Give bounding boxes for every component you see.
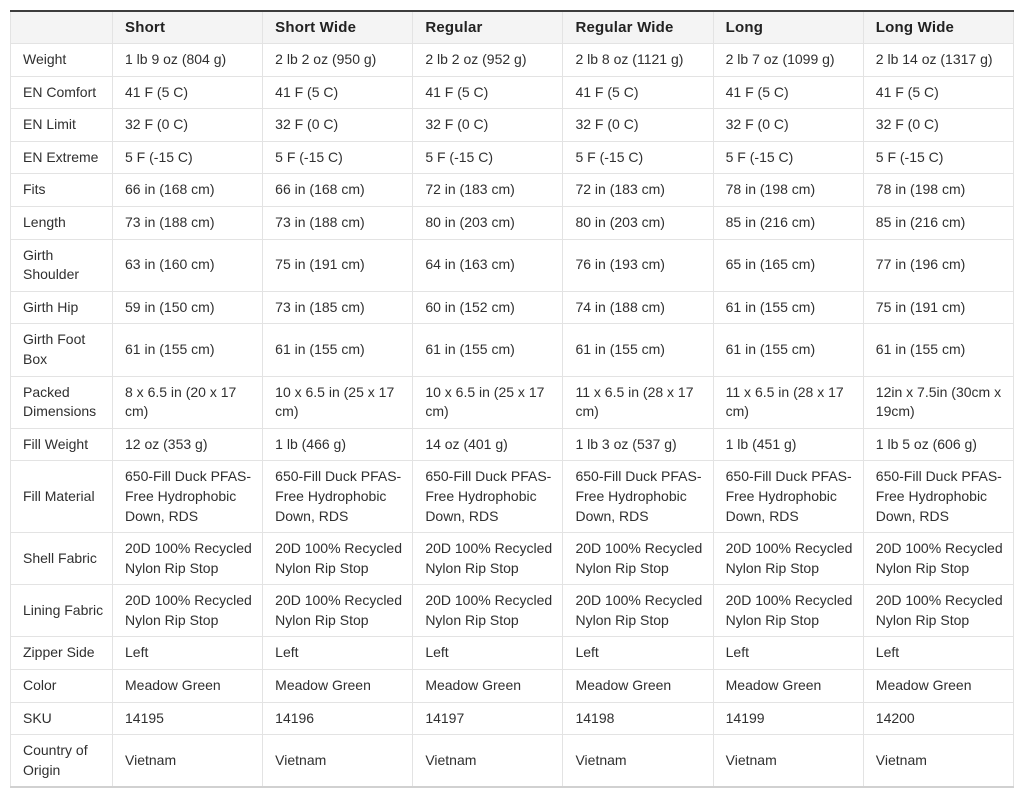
table-row-zipper-side [11,637,1014,670]
cell-en-extreme-short-wide: 5 F (-15 C) [263,141,413,174]
cell-en-limit-regular-wide: 32 F (0 C) [563,109,713,142]
table-row-en-extreme [11,141,1014,174]
cell-country-of-origin-regular-wide: Vietnam [563,735,713,788]
row-label-en-comfort: EN Comfort [11,76,113,109]
cell-fits-long-wide: 78 in (198 cm) [863,174,1013,207]
cell-girth-foot-box-short: 61 in (155 cm) [113,324,263,376]
table-row-shell-fabric [11,533,1014,585]
cell-fill-weight-regular-wide: 1 lb 3 oz (537 g) [563,428,713,461]
cell-packed-dimensions-short-wide: 10 x 6.5 in (25 x 17 cm) [263,376,413,428]
cell-lining-fabric-long-wide: 20D 100% Recycled Nylon Rip Stop [863,585,1013,637]
cell-fits-short-wide: 66 in (168 cm) [263,174,413,207]
cell-packed-dimensions-short: 8 x 6.5 in (20 x 17 cm) [113,376,263,428]
cell-fill-weight-regular: 14 oz (401 g) [413,428,563,461]
cell-en-limit-long: 32 F (0 C) [713,109,863,142]
cell-length-regular: 80 in (203 cm) [413,206,563,239]
table-row-length [11,206,1014,239]
cell-fits-regular: 72 in (183 cm) [413,174,563,207]
cell-country-of-origin-long: Vietnam [713,735,863,788]
cell-country-of-origin-regular: Vietnam [413,735,563,788]
cell-girth-shoulder-long-wide: 77 in (196 cm) [863,239,1013,291]
table-row-country-of-origin [11,735,1014,788]
cell-girth-foot-box-long: 61 in (155 cm) [713,324,863,376]
cell-shell-fabric-short-wide: 20D 100% Recycled Nylon Rip Stop [263,533,413,585]
cell-en-comfort-short: 41 F (5 C) [113,76,263,109]
cell-sku-regular: 14197 [413,702,563,735]
row-label-girth-foot-box: Girth Foot Box [11,324,113,376]
cell-country-of-origin-long-wide: Vietnam [863,735,1013,788]
cell-sku-short-wide: 14196 [263,702,413,735]
column-header-regular: Regular [413,11,563,44]
spec-table-header-row [11,11,1014,44]
column-header-short: Short [113,11,263,44]
cell-color-regular-wide: Meadow Green [563,670,713,703]
cell-fill-material-long: 650-Fill Duck PFAS-Free Hydrophobic Down, RDS [713,461,863,533]
cell-fill-weight-short: 12 oz (353 g) [113,428,263,461]
cell-weight-short: 1 lb 9 oz (804 g) [113,44,263,77]
cell-girth-foot-box-regular: 61 in (155 cm) [413,324,563,376]
cell-color-short-wide: Meadow Green [263,670,413,703]
cell-en-extreme-long: 5 F (-15 C) [713,141,863,174]
cell-shell-fabric-regular-wide: 20D 100% Recycled Nylon Rip Stop [563,533,713,585]
cell-girth-shoulder-regular-wide: 76 in (193 cm) [563,239,713,291]
column-header-long: Long [713,11,863,44]
cell-en-extreme-regular-wide: 5 F (-15 C) [563,141,713,174]
cell-shell-fabric-long-wide: 20D 100% Recycled Nylon Rip Stop [863,533,1013,585]
row-label-en-limit: EN Limit [11,109,113,142]
cell-girth-hip-regular-wide: 74 in (188 cm) [563,291,713,324]
cell-sku-long-wide: 14200 [863,702,1013,735]
cell-shell-fabric-regular: 20D 100% Recycled Nylon Rip Stop [413,533,563,585]
table-row-girth-foot-box [11,324,1014,376]
cell-color-regular: Meadow Green [413,670,563,703]
cell-length-long: 85 in (216 cm) [713,206,863,239]
table-row-lining-fabric [11,585,1014,637]
cell-shell-fabric-short: 20D 100% Recycled Nylon Rip Stop [113,533,263,585]
cell-girth-hip-long: 61 in (155 cm) [713,291,863,324]
cell-color-long-wide: Meadow Green [863,670,1013,703]
cell-length-regular-wide: 80 in (203 cm) [563,206,713,239]
row-label-girth-hip: Girth Hip [11,291,113,324]
table-row-fill-material [11,461,1014,533]
cell-en-extreme-short: 5 F (-15 C) [113,141,263,174]
cell-sku-long: 14199 [713,702,863,735]
cell-fill-material-short: 650-Fill Duck PFAS-Free Hydrophobic Down, RDS [113,461,263,533]
cell-length-long-wide: 85 in (216 cm) [863,206,1013,239]
cell-zipper-side-long-wide: Left [863,637,1013,670]
row-label-fill-weight: Fill Weight [11,428,113,461]
cell-sku-short: 14195 [113,702,263,735]
cell-packed-dimensions-regular-wide: 11 x 6.5 in (28 x 17 cm) [563,376,713,428]
row-label-country-of-origin: Country of Origin [11,735,113,788]
cell-length-short-wide: 73 in (188 cm) [263,206,413,239]
table-row-fill-weight [11,428,1014,461]
cell-girth-hip-short: 59 in (150 cm) [113,291,263,324]
row-label-zipper-side: Zipper Side [11,637,113,670]
cell-en-extreme-regular: 5 F (-15 C) [413,141,563,174]
spec-table-body [11,44,1014,788]
column-header-short-wide: Short Wide [263,11,413,44]
cell-girth-foot-box-regular-wide: 61 in (155 cm) [563,324,713,376]
cell-en-comfort-regular-wide: 41 F (5 C) [563,76,713,109]
cell-fill-weight-long-wide: 1 lb 5 oz (606 g) [863,428,1013,461]
cell-sku-regular-wide: 14198 [563,702,713,735]
cell-country-of-origin-short: Vietnam [113,735,263,788]
cell-zipper-side-long: Left [713,637,863,670]
table-row-sku [11,702,1014,735]
cell-weight-long: 2 lb 7 oz (1099 g) [713,44,863,77]
row-label-lining-fabric: Lining Fabric [11,585,113,637]
cell-girth-foot-box-long-wide: 61 in (155 cm) [863,324,1013,376]
cell-packed-dimensions-long: 11 x 6.5 in (28 x 17 cm) [713,376,863,428]
table-row-color [11,670,1014,703]
row-label-length: Length [11,206,113,239]
table-row-en-limit [11,109,1014,142]
cell-zipper-side-short: Left [113,637,263,670]
cell-lining-fabric-regular-wide: 20D 100% Recycled Nylon Rip Stop [563,585,713,637]
table-row-fits [11,174,1014,207]
cell-zipper-side-short-wide: Left [263,637,413,670]
table-row-weight [11,44,1014,77]
table-row-packed-dimensions [11,376,1014,428]
cell-en-limit-long-wide: 32 F (0 C) [863,109,1013,142]
row-label-packed-dimensions: Packed Dimensions [11,376,113,428]
cell-country-of-origin-short-wide: Vietnam [263,735,413,788]
cell-zipper-side-regular-wide: Left [563,637,713,670]
table-row-girth-hip [11,291,1014,324]
cell-fill-weight-long: 1 lb (451 g) [713,428,863,461]
cell-fill-material-long-wide: 650-Fill Duck PFAS-Free Hydrophobic Down, RDS [863,461,1013,533]
cell-fill-weight-short-wide: 1 lb (466 g) [263,428,413,461]
row-label-en-extreme: EN Extreme [11,141,113,174]
cell-packed-dimensions-long-wide: 12in x 7.5in (30cm x 19cm) [863,376,1013,428]
row-label-fits: Fits [11,174,113,207]
column-header-long-wide: Long Wide [863,11,1013,44]
cell-shell-fabric-long: 20D 100% Recycled Nylon Rip Stop [713,533,863,585]
cell-lining-fabric-short-wide: 20D 100% Recycled Nylon Rip Stop [263,585,413,637]
cell-fill-material-short-wide: 650-Fill Duck PFAS-Free Hydrophobic Down, RDS [263,461,413,533]
cell-lining-fabric-short: 20D 100% Recycled Nylon Rip Stop [113,585,263,637]
spec-table-header [11,11,1014,44]
row-label-shell-fabric: Shell Fabric [11,533,113,585]
cell-weight-regular: 2 lb 2 oz (952 g) [413,44,563,77]
row-label-sku: SKU [11,702,113,735]
cell-en-comfort-short-wide: 41 F (5 C) [263,76,413,109]
row-label-weight: Weight [11,44,113,77]
cell-girth-shoulder-regular: 64 in (163 cm) [413,239,563,291]
cell-en-limit-short: 32 F (0 C) [113,109,263,142]
cell-en-limit-regular: 32 F (0 C) [413,109,563,142]
cell-weight-regular-wide: 2 lb 8 oz (1121 g) [563,44,713,77]
cell-girth-hip-short-wide: 73 in (185 cm) [263,291,413,324]
cell-lining-fabric-regular: 20D 100% Recycled Nylon Rip Stop [413,585,563,637]
cell-fill-material-regular: 650-Fill Duck PFAS-Free Hydrophobic Down, RDS [413,461,563,533]
cell-girth-hip-regular: 60 in (152 cm) [413,291,563,324]
cell-girth-shoulder-long: 65 in (165 cm) [713,239,863,291]
cell-fill-material-regular-wide: 650-Fill Duck PFAS-Free Hydrophobic Down, RDS [563,461,713,533]
cell-zipper-side-regular: Left [413,637,563,670]
cell-color-long: Meadow Green [713,670,863,703]
cell-color-short: Meadow Green [113,670,263,703]
column-header-blank [11,11,113,44]
cell-en-limit-short-wide: 32 F (0 C) [263,109,413,142]
table-row-en-comfort [11,76,1014,109]
cell-lining-fabric-long: 20D 100% Recycled Nylon Rip Stop [713,585,863,637]
cell-en-comfort-regular: 41 F (5 C) [413,76,563,109]
cell-girth-shoulder-short-wide: 75 in (191 cm) [263,239,413,291]
cell-packed-dimensions-regular: 10 x 6.5 in (25 x 17 cm) [413,376,563,428]
cell-weight-long-wide: 2 lb 14 oz (1317 g) [863,44,1013,77]
row-label-girth-shoulder: Girth Shoulder [11,239,113,291]
cell-en-comfort-long: 41 F (5 C) [713,76,863,109]
product-spec-table [10,10,1014,788]
cell-length-short: 73 in (188 cm) [113,206,263,239]
cell-en-extreme-long-wide: 5 F (-15 C) [863,141,1013,174]
table-row-girth-shoulder [11,239,1014,291]
cell-girth-hip-long-wide: 75 in (191 cm) [863,291,1013,324]
cell-girth-shoulder-short: 63 in (160 cm) [113,239,263,291]
cell-girth-foot-box-short-wide: 61 in (155 cm) [263,324,413,376]
cell-fits-short: 66 in (168 cm) [113,174,263,207]
cell-weight-short-wide: 2 lb 2 oz (950 g) [263,44,413,77]
row-label-color: Color [11,670,113,703]
row-label-fill-material: Fill Material [11,461,113,533]
cell-fits-regular-wide: 72 in (183 cm) [563,174,713,207]
cell-fits-long: 78 in (198 cm) [713,174,863,207]
column-header-regular-wide: Regular Wide [563,11,713,44]
cell-en-comfort-long-wide: 41 F (5 C) [863,76,1013,109]
